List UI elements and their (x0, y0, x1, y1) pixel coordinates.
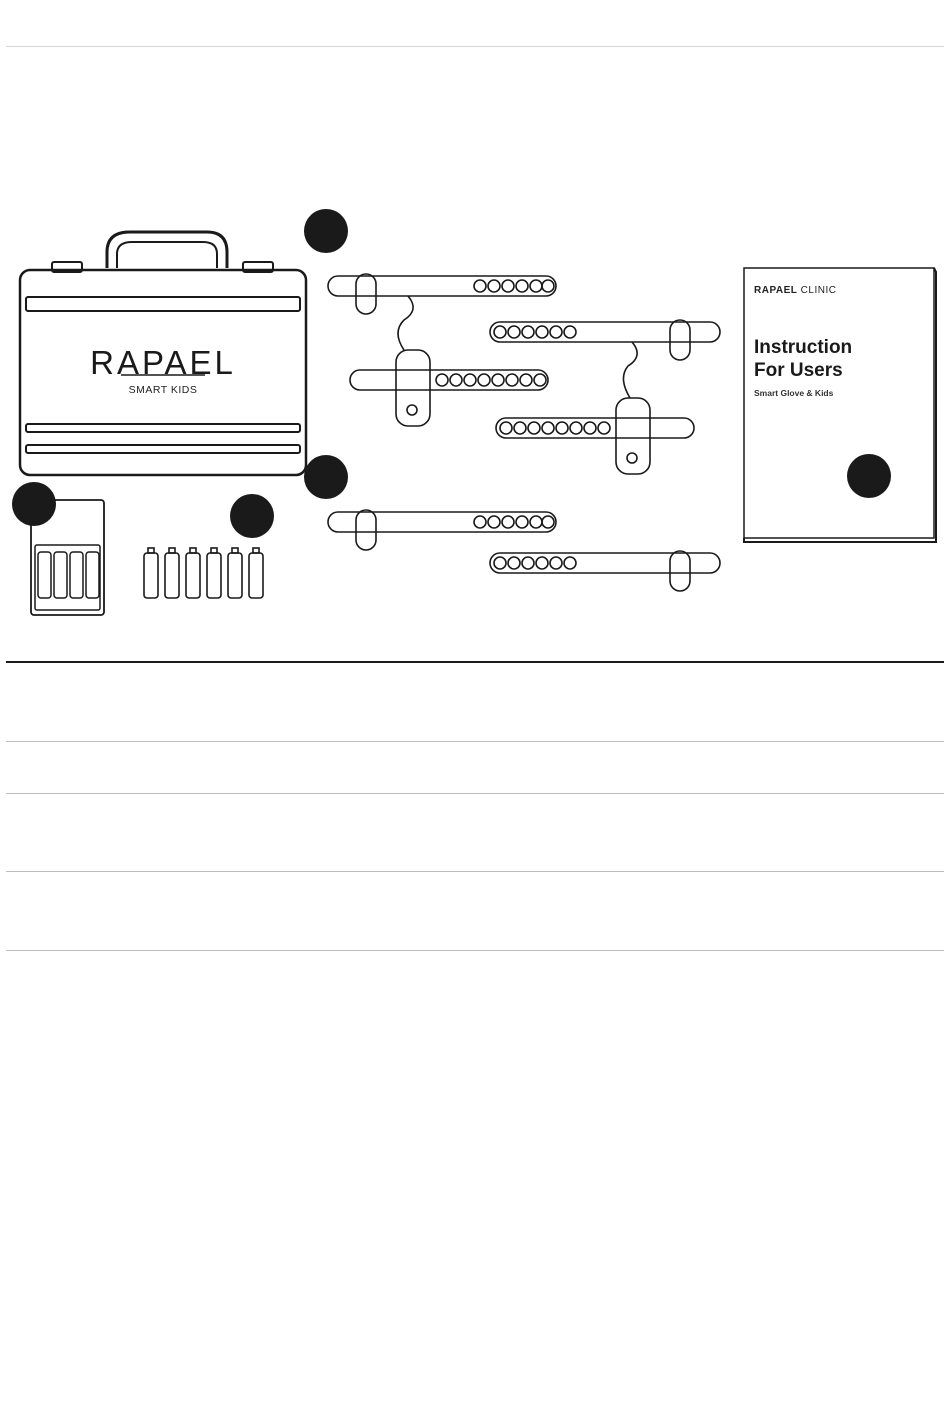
manual-title-line-1: Instruction (754, 337, 853, 358)
callout-marker-4 (230, 494, 274, 538)
table-row-divider (6, 741, 944, 742)
callout-marker-1 (304, 209, 348, 253)
aa-battery-icon (144, 548, 263, 598)
callout-marker-2 (304, 455, 348, 499)
manual-title-line-2: For Users (754, 360, 843, 381)
manual-brand-bold: RAPAEL (754, 285, 798, 296)
table-row-divider (6, 793, 944, 794)
callout-marker-5 (847, 454, 891, 498)
callout-marker-3 (12, 482, 56, 526)
manual-subtitle: Smart Glove & Kids (754, 388, 834, 398)
table-row-divider (6, 871, 944, 872)
manual-brand (754, 285, 836, 296)
components-illustration (0, 0, 950, 640)
case-logo: RAPAEL (90, 344, 236, 381)
table-top-rule (6, 661, 944, 663)
manual-brand-light: CLINIC (800, 285, 837, 296)
sensor-strap-icon (328, 274, 720, 591)
case-logo-subtitle: SMART KIDS (128, 384, 198, 396)
instruction-manual-icon (744, 268, 936, 542)
manual-title (754, 336, 852, 382)
table-row-divider (6, 950, 944, 951)
